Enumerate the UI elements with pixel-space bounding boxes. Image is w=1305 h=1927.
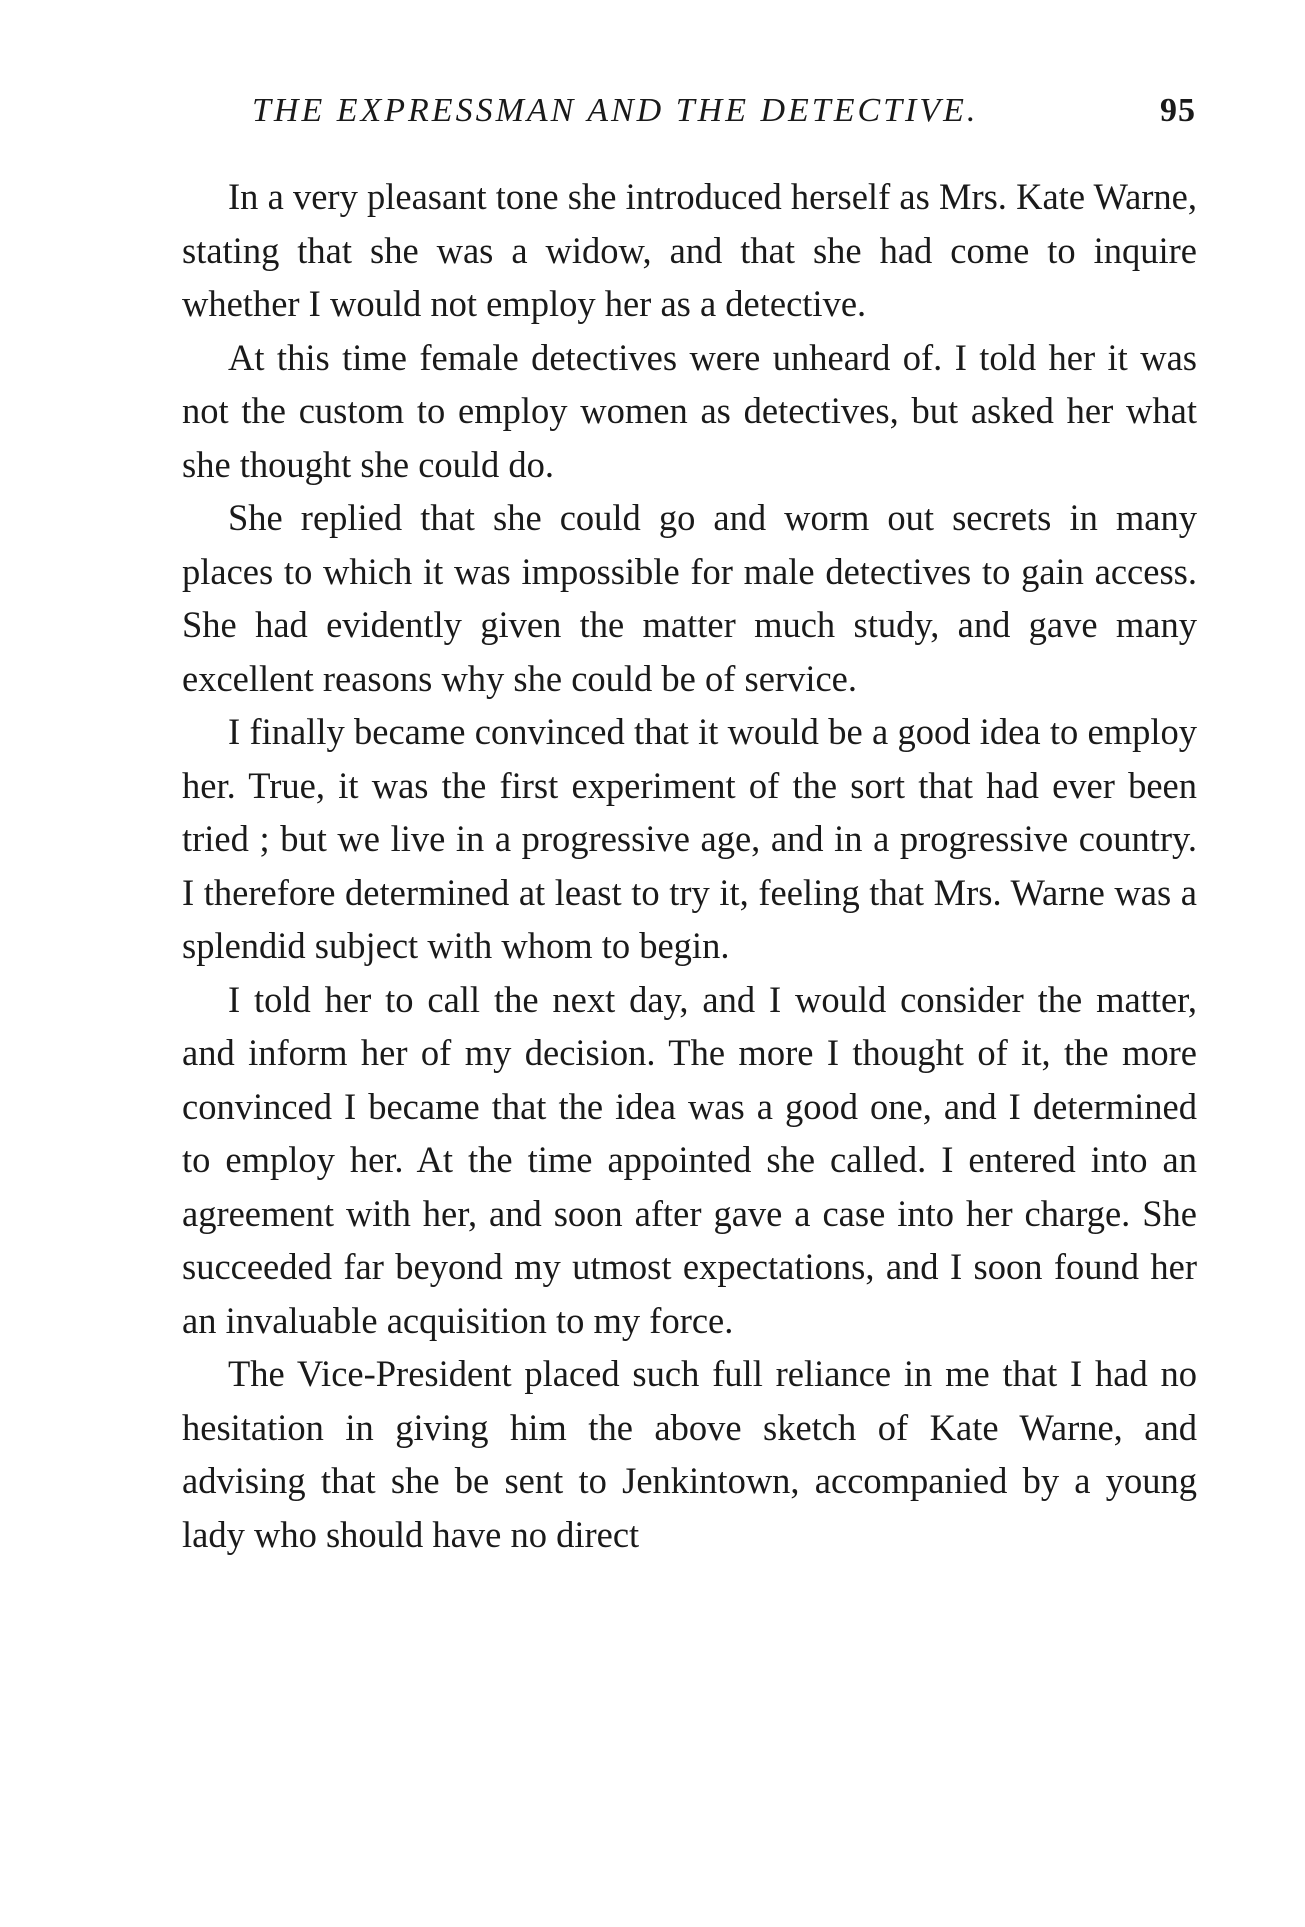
paragraph-3: She replied that she could go and worm out secrets in many places to which it was impossible for male detectives to gain access. She had evidently given the matter much study, and gave many excellent reasons why she could be of service. [182,497,1197,699]
paragraph-2: At this time female detectives were unheard of. I told her it was not the custom to employ women as detectives, but asked her what she thought she could do. [182,336,1197,485]
body-text [182,170,1197,1561]
paragraph-5: I told her to call the next day, and I would consider the matter, and inform her of my decision. The more I thought of it, the more convinced I became that the idea was a good one, and I determined to employ her. At the time appointed she called. I entered into an agreement with her, and soon after gave a case into her charge. She succeeded far beyond my utmost expectations, and I soon found her an invaluable acquisition to my force. [182,978,1197,1341]
page-number: 95 [1160,92,1196,129]
running-title: THE EXPRESSMAN AND THE DETECTIVE. [252,92,979,129]
running-head [252,92,1196,142]
paragraph-4: I finally became convinced that it would be a good idea to employ her. True, it was the first experiment of the sort that had ever been tried ; but we live in a progressive age, and in a progressive country. I therefore determined at least to try it, feeling that Mrs. Warne was a splendid subject with whom to begin. [182,711,1197,966]
paragraph-1: In a very pleasant tone she introduced herself as Mrs. Kate Warne, stating that she was a widow, and that she had come to inquire whether I would not employ her as a detective. [182,176,1197,324]
paragraph-6: The Vice-President placed such full reliance in me that I had no hesitation in giving him the above sketch of Kate Warne, and advising that she be sent to Jenkintown, accompanied by a young lady who should have no direct [182,1353,1197,1555]
